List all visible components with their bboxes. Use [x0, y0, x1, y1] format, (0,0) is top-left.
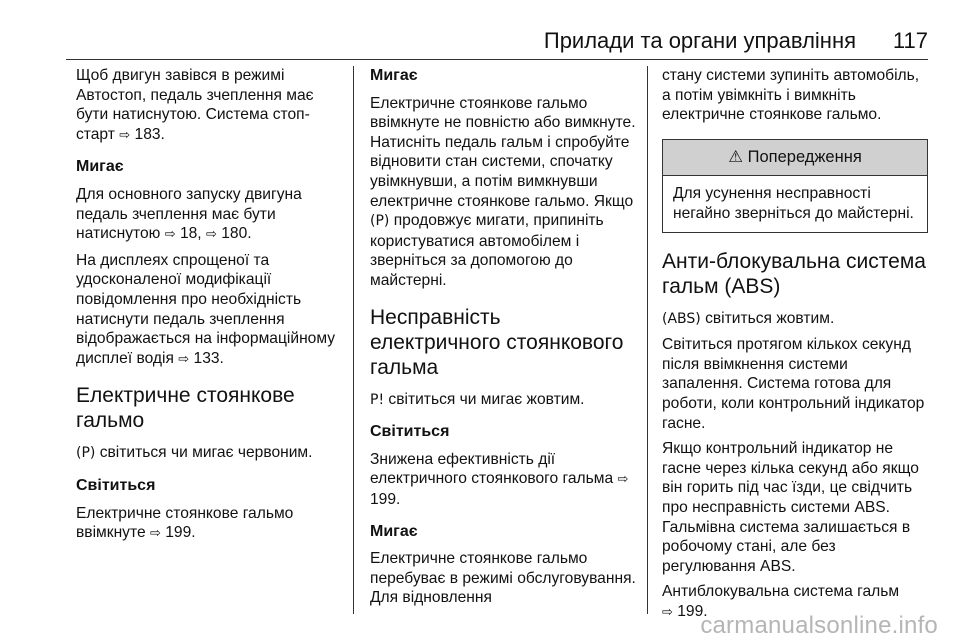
page-reference[interactable]: 18, — [179, 225, 202, 243]
column-divider — [353, 66, 354, 614]
warning-header — [663, 140, 927, 177]
reference-arrow-icon: ⇨ — [149, 526, 161, 542]
reference-arrow-icon: ⇨ — [178, 351, 190, 367]
paragraph: Якщо контрольний індикатор не гасне через кілька секунд або якщо він горить під час їзди, це свідчить про несправність системи ABS. Гальмівна система залишається в робочому стані, але без регулювання ABS. — [662, 440, 919, 575]
paragraph: На дисплеях спрощеної та удосконаленої модифікації повідомлення про необхідність натиснути педаль зчеплення відображається на інформаційному дисплеї водія ⇨ 133. — [76, 251, 336, 367]
parking-brake-icon: (P) — [370, 213, 390, 230]
abs-icon: (ABS) — [662, 310, 701, 327]
section-heading: Несправність електричного стоянкового гальма — [370, 305, 624, 379]
reference-arrow-icon: ⇨ — [205, 227, 217, 243]
paragraph: Електричне стоянкове гальмо ввімкнуте ⇨ 199. — [76, 504, 294, 542]
watermark: carmanualsonline.info — [700, 612, 938, 639]
paragraph: (P) світиться чи мигає червоним. — [76, 444, 313, 462]
column-divider — [647, 66, 648, 614]
subheading: Мигає — [370, 67, 418, 84]
paragraph: стану системи зупиніть автомобіль, а потім увімкніть і вимкніть електричне стоянкове гальмо. — [662, 67, 920, 124]
parking-brake-icon: (P) — [76, 445, 96, 462]
section-heading: Електричне стоянкове гальмо — [76, 384, 295, 433]
warning-triangle-icon: ⚠ — [728, 147, 744, 166]
page-reference[interactable]: 199. — [677, 602, 708, 620]
warning-title: Попередження — [747, 147, 862, 166]
paragraph: Світиться протягом кількох секунд після ввімкнення системи запалення. Система готова для роботи, коли контрольний індикатор гасне. — [662, 336, 925, 432]
paragraph: Щоб двигун завівся в режимі Автостоп, педаль зчеплення має бути натиснутою. Система стоп-старт ⇨ 183. — [76, 67, 314, 143]
paragraph: Електричне стоянкове гальмо ввімкнуте не повністю або вимкнуте. Натисніть педаль гальм і спробуйте відновити стан системи, спочатку увімкнувши, а потім вимкнувши електричне стоянкове гальмо. Якщо (P) продовжує мигати, припиніть користуватися автомобілем і зверніться за допомогою до майстерні. — [370, 94, 636, 289]
reference-arrow-icon: ⇨ — [617, 472, 629, 488]
reference-arrow-icon: ⇨ — [164, 227, 176, 243]
page-reference[interactable]: 133. — [193, 349, 224, 367]
page-reference[interactable]: 199. — [165, 524, 196, 542]
paragraph: P! світиться чи мигає жовтим. — [370, 390, 585, 408]
subheading: Мигає — [370, 522, 418, 540]
column-3 — [662, 66, 928, 628]
page-reference[interactable]: 183. — [134, 125, 165, 143]
page-header — [66, 28, 928, 58]
paragraph: Знижена ефективність дії електричного стоянкового гальма ⇨ 199. — [370, 450, 629, 508]
page-number: 117 — [892, 28, 928, 53]
page-reference[interactable]: 180. — [221, 225, 252, 243]
warning-text: Для усунення несправності негайно зверніться до майстерні. — [673, 185, 914, 222]
paragraph: Для основного запуску двигуна педаль зчеплення має бути натиснутою ⇨ 18, ⇨ 180. — [76, 185, 302, 243]
reference-arrow-icon: ⇨ — [119, 127, 131, 143]
paragraph: Антиблокувальна система гальм ⇨ 199. — [662, 583, 900, 620]
paragraph: (ABS) світиться жовтим. — [662, 309, 835, 327]
section-title: Прилади та органи управління — [543, 28, 856, 53]
section-heading: Анти-блокувальна система гальм (ABS) — [662, 249, 926, 298]
column-2 — [370, 66, 636, 614]
paragraph: Електричне стоянкове гальмо перебуває в режимі обслуговування. Для відновлення — [370, 550, 636, 607]
reference-arrow-icon: ⇨ — [662, 604, 673, 620]
subheading: Світиться — [76, 476, 156, 494]
parking-brake-fault-icon: P! — [370, 391, 385, 408]
page-reference[interactable]: 199. — [370, 490, 401, 508]
subheading: Мигає — [76, 158, 124, 176]
subheading: Світиться — [370, 423, 450, 441]
warning-box — [662, 139, 928, 233]
column-1 — [76, 66, 342, 550]
header-divider — [66, 59, 928, 60]
